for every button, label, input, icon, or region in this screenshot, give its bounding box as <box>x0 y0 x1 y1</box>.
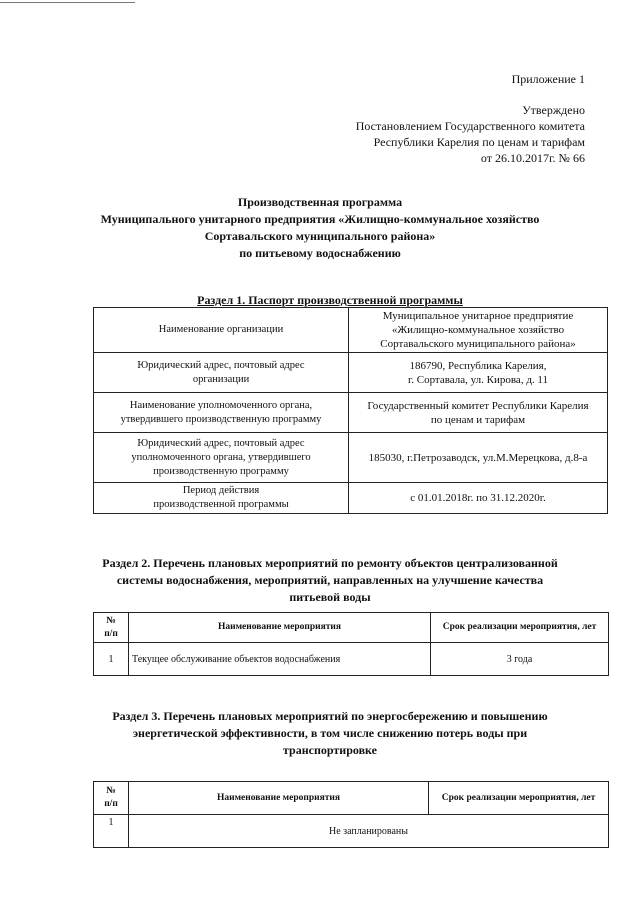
header-term: Срок реализации мероприятия, лет <box>429 782 609 815</box>
heading-line: питьевой воды <box>289 590 371 604</box>
passport-value: Муниципальное унитарное предприятие «Жилищно-коммунальное хозяйство Сортавальского муниципального района» <box>349 308 608 353</box>
page-corner-line <box>0 2 135 3</box>
table-header-row <box>94 782 609 815</box>
passport-table <box>93 307 608 514</box>
header-name: Наименование мероприятия <box>129 613 431 643</box>
section3-heading <box>90 708 570 759</box>
table-row <box>94 483 608 514</box>
header-num: № п/п <box>94 782 129 815</box>
passport-value: Государственный комитет Республики Карелия по ценам и тарифам <box>349 393 608 433</box>
approval-line: Постановлением Государственного комитета <box>355 119 585 133</box>
table-header-row <box>94 613 609 643</box>
heading-line: Раздел 3. Перечень плановых мероприятий по энергосбережению и повышению <box>112 709 548 723</box>
heading-line: энергетической эффективности, в том числе снижению потерь воды при <box>132 726 528 740</box>
section2-heading <box>90 555 570 606</box>
cell-term: 3 года <box>431 643 609 676</box>
table-row <box>94 353 608 393</box>
passport-value: 186790, Республика Карелия, г. Сортавала, ул. Кирова, д. 11 <box>349 353 608 393</box>
approval-line: от 26.10.2017г. № 66 <box>480 151 585 165</box>
header-name: Наименование мероприятия <box>129 782 429 815</box>
table-row <box>94 433 608 483</box>
passport-label: Период действия производственной программы <box>94 483 349 514</box>
title-line: Производственная программа <box>237 195 403 209</box>
table-row <box>94 393 608 433</box>
section3-table <box>93 781 609 848</box>
title-line: по питьевому водоснабжению <box>239 246 401 260</box>
approval-block <box>356 102 585 166</box>
header-term: Срок реализации мероприятия, лет <box>431 613 609 643</box>
passport-label: Юридический адрес, почтовый адрес организации <box>94 353 349 393</box>
cell-num: 1 <box>94 643 129 676</box>
cell-name: Текущее обслуживание объектов водоснабжения <box>129 643 431 676</box>
title-line: Муниципального унитарного предприятия «Жилищно-коммунальное хозяйство <box>100 212 540 226</box>
cell-merged: Не запланированы <box>129 815 609 848</box>
table-row <box>94 815 609 848</box>
passport-value: 185030, г.Петрозаводск, ул.М.Мерецкова, д.8-а <box>349 433 608 483</box>
heading-line: Раздел 2. Перечень плановых мероприятий по ремонту объектов централизованной <box>102 556 558 570</box>
passport-label: Наименование организации <box>94 308 349 353</box>
approval-line: Республики Карелия по ценам и тарифам <box>373 135 585 149</box>
appendix-label: Приложение 1 <box>511 72 585 86</box>
approval-line: Утверждено <box>522 103 585 117</box>
section2-table <box>93 612 609 676</box>
document-title <box>0 194 640 262</box>
cell-num: 1 <box>94 815 129 848</box>
table-row <box>94 308 608 353</box>
passport-label: Юридический адрес, почтовый адрес уполномоченного органа, утвердившего производственную программу <box>94 433 349 483</box>
heading-line: транспортировке <box>283 743 377 757</box>
passport-label: Наименование уполномоченного органа, утвердившего производственную программу <box>94 393 349 433</box>
passport-value: с 01.01.2018г. по 31.12.2020г. <box>349 483 608 514</box>
heading-line: системы водоснабжения, мероприятий, направленных на улучшение качества <box>116 573 544 587</box>
title-line: Сортавальского муниципального района» <box>204 229 436 243</box>
header-num: № п/п <box>94 613 129 643</box>
section1-heading: Раздел 1. Паспорт производственной программы <box>197 293 463 307</box>
table-row <box>94 643 609 676</box>
